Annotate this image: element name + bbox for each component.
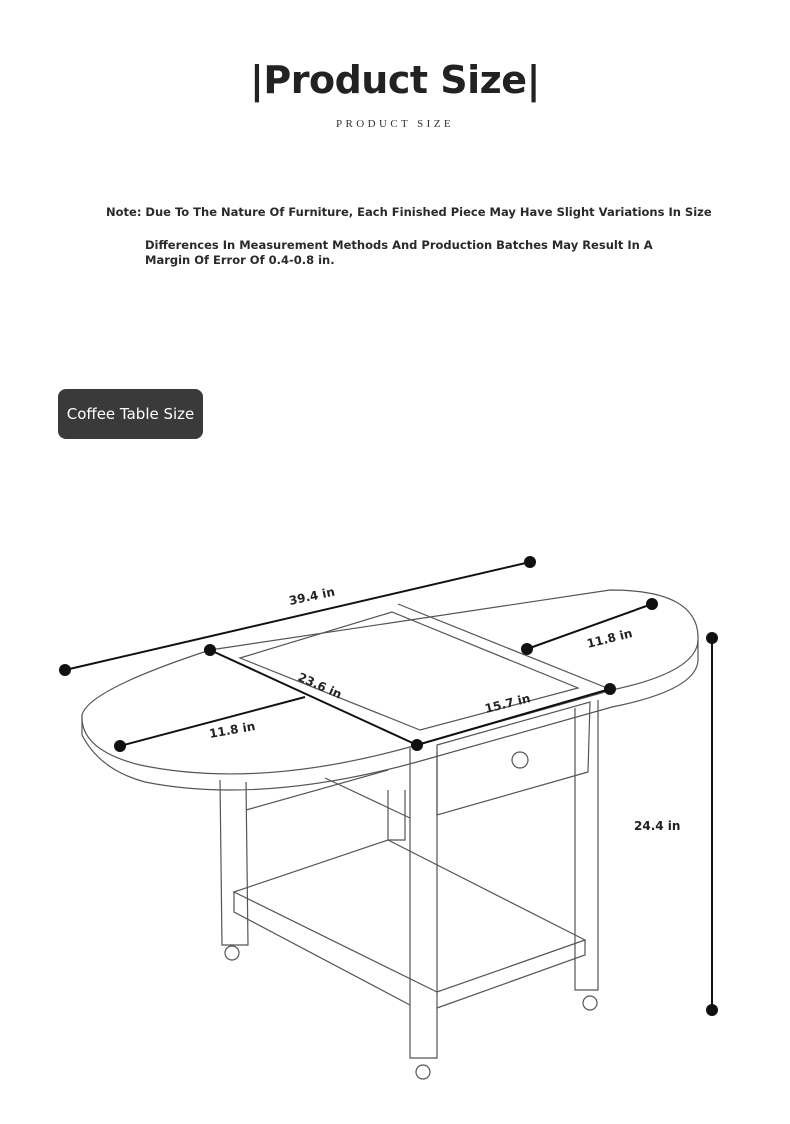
note-line-2: Differences In Measurement Methods And Production Batches May Result In A Margin Of Error Of 0.4-0.8 in. xyxy=(145,238,653,267)
note-line-1: Note: Due To The Nature Of Furniture, Each Finished Piece May Have Slight Variations In Size xyxy=(106,205,712,219)
caster-left xyxy=(225,946,239,960)
dim-dot xyxy=(707,633,717,643)
dim-dot xyxy=(647,599,657,609)
leg-front xyxy=(410,748,437,1058)
leg-left xyxy=(220,780,248,945)
page-subtitle: PRODUCT SIZE xyxy=(336,118,454,130)
caster-front xyxy=(416,1065,430,1079)
dim-dot xyxy=(60,665,70,675)
dimline-total-length xyxy=(65,562,530,670)
leg-right xyxy=(575,700,598,990)
label-center-width: 23.6 in xyxy=(295,669,344,702)
section-badge: Coffee Table Size xyxy=(58,389,203,439)
caster-right xyxy=(583,996,597,1010)
label-left-leaf: 11.8 in xyxy=(208,719,257,741)
dim-dot xyxy=(605,684,615,694)
dim-dot xyxy=(707,1005,717,1015)
dim-dot xyxy=(525,557,535,567)
apron xyxy=(246,770,410,818)
leaf-seam-right xyxy=(398,604,612,690)
page-title: |Product Size| xyxy=(250,58,540,102)
dim-dot xyxy=(205,645,215,655)
label-center-depth: 15.7 in xyxy=(483,691,532,716)
table-top-outline xyxy=(82,590,698,774)
drawer-knob xyxy=(512,752,528,768)
dim-dot xyxy=(522,644,532,654)
table-drawing xyxy=(82,590,698,1079)
label-height: 24.4 in xyxy=(634,819,681,833)
dim-dot xyxy=(115,741,125,751)
dimension-labels xyxy=(208,585,680,833)
dimension-lines xyxy=(60,557,717,1015)
label-right-leaf: 11.8 in xyxy=(585,626,634,651)
label-total-length: 39.4 in xyxy=(287,584,337,608)
